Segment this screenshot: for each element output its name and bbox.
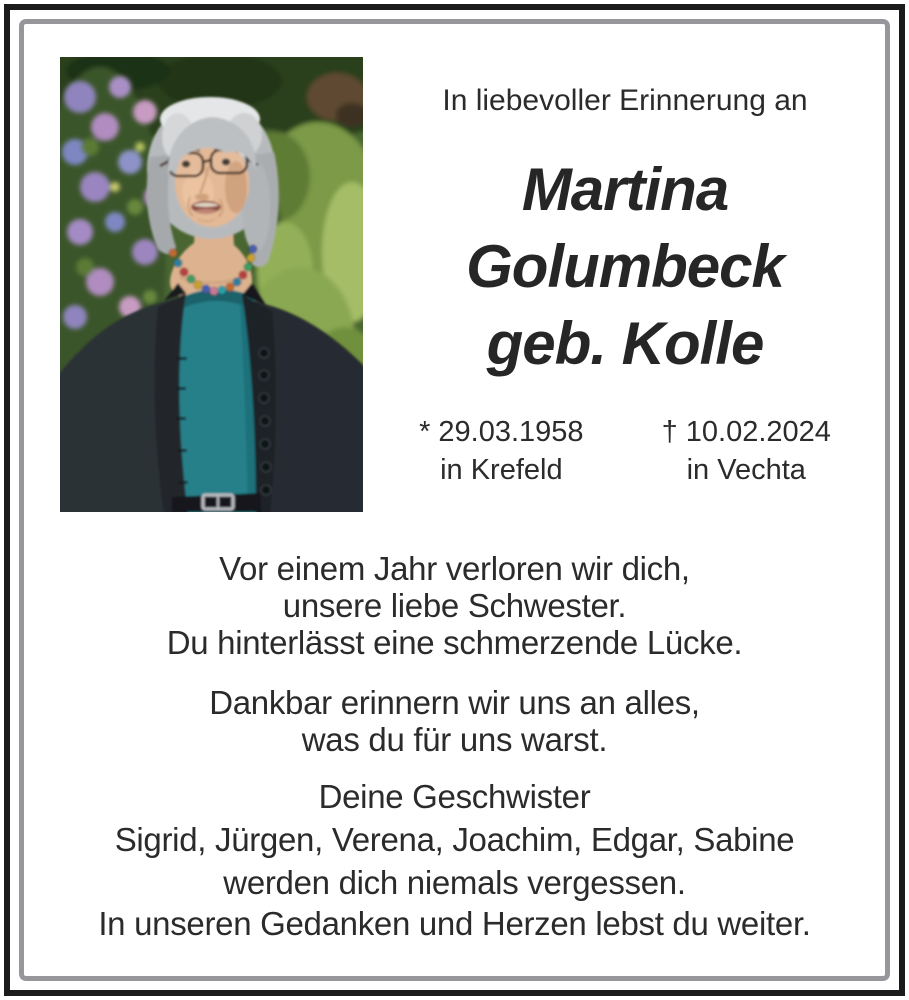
deceased-name [368, 151, 882, 382]
memorial-paragraph-2 [30, 684, 879, 758]
death-date: 10.02.2024 [685, 416, 831, 448]
memorial-paragraph-4 [30, 905, 879, 942]
paragraph-line: werden dich niemals vergessen. [223, 864, 686, 901]
name-first: Martina [521, 156, 729, 223]
memorial-paragraph-3 [30, 775, 879, 904]
portrait-illustration [60, 57, 363, 512]
death-info [662, 413, 831, 489]
death-date-line [662, 413, 831, 451]
paragraph-line: Vor einem Jahr verloren wir dich, [219, 550, 690, 587]
birth-info [419, 413, 584, 489]
birth-date: 29.03.1958 [438, 416, 584, 448]
memorial-paragraph-1 [30, 550, 879, 661]
paragraph-line: unsere liebe Schwester. [282, 587, 627, 624]
died-symbol: † [661, 416, 678, 448]
birth-date-line [419, 413, 584, 451]
siblings-names: Sigrid, Jürgen, Verena, Joachim, Edgar, Sabine [114, 821, 795, 858]
birth-place: in Krefeld [440, 454, 563, 486]
closing-line: In unseren Gedanken und Herzen lebst du weiter. [98, 905, 811, 942]
paragraph-line: Dankbar erinnern wir uns an alles, [209, 684, 700, 721]
life-dates [368, 413, 882, 489]
paragraph-line: was du für uns warst. [301, 721, 608, 758]
intro-line: In liebevoller Erinnerung an [442, 84, 808, 117]
siblings-heading: Deine Geschwister [318, 778, 591, 815]
born-symbol: * [419, 416, 431, 448]
name-birth-name: geb. Kolle [486, 310, 764, 377]
paragraph-line: Du hinterlässt eine schmerzende Lücke. [166, 624, 743, 661]
name-last: Golumbeck [466, 233, 784, 300]
death-place: in Vechta [686, 454, 806, 486]
portrait-photo [60, 57, 363, 512]
